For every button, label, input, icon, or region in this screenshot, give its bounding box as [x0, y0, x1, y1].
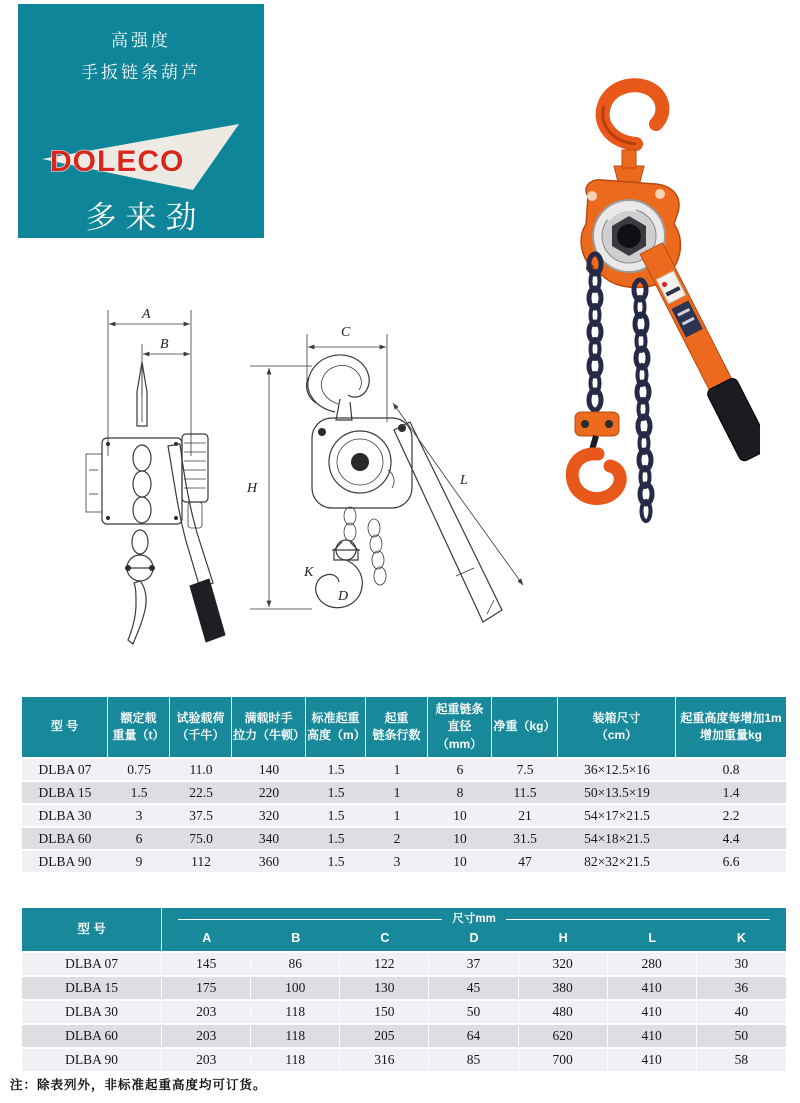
spec-value-cell: 6	[108, 826, 170, 849]
spec-value-cell: 82×32×21.5	[558, 849, 676, 872]
spec-value-cell: 10	[428, 849, 492, 872]
dim-model-header: 型 号	[22, 908, 162, 951]
spec-value-cell: 11.5	[492, 780, 558, 803]
logo-wordmark: DOLECO	[50, 145, 185, 178]
dim-value-cell: 316	[340, 1047, 429, 1071]
dim-value-cell: 380	[519, 975, 608, 999]
dim-value-cell: 85	[429, 1047, 518, 1071]
dim-value-cell: 130	[340, 975, 429, 999]
dim-value-cell: 145	[162, 951, 251, 975]
dim-value-cell: 36	[697, 975, 786, 999]
dim-value-cell: 30	[697, 951, 786, 975]
spec-value-cell: 22.5	[170, 780, 232, 803]
dim-span-label: 尺寸mm	[452, 913, 496, 925]
dim-value-cell: 175	[162, 975, 251, 999]
spec-model-cell: DLBA 90	[22, 849, 108, 872]
dim-table-row	[22, 1047, 786, 1071]
dim-model-cell: DLBA 90	[22, 1047, 162, 1071]
spec-col-header: 试验载荷 （千牛）	[170, 697, 232, 757]
dim-col-header: H	[519, 928, 608, 951]
spec-model-cell: DLBA 15	[22, 780, 108, 803]
spec-table-row	[22, 826, 786, 849]
brand-chinese-name: 多来劲	[85, 200, 206, 235]
spec-table-row	[22, 757, 786, 780]
dim-value-cell: 320	[519, 951, 608, 975]
spec-value-cell: 6.6	[676, 849, 786, 872]
dim-table-row	[22, 999, 786, 1023]
brand-block	[18, 4, 264, 238]
spec-value-cell: 37.5	[170, 803, 232, 826]
dim-model-cell: DLBA 30	[22, 999, 162, 1023]
dim-value-cell: 86	[251, 951, 340, 975]
spec-value-cell: 1.5	[306, 803, 366, 826]
spec-value-cell: 8	[428, 780, 492, 803]
product-photo	[552, 78, 760, 536]
spec-value-cell: 47	[492, 849, 558, 872]
dim-value-cell: 150	[340, 999, 429, 1023]
spec-value-cell: 54×18×21.5	[558, 826, 676, 849]
spec-value-cell: 1.4	[676, 780, 786, 803]
spec-value-cell: 6	[428, 757, 492, 780]
dim-value-cell: 700	[519, 1047, 608, 1071]
dim-table-body	[22, 951, 786, 1071]
spec-value-cell: 220	[232, 780, 306, 803]
spec-table-body	[22, 757, 786, 872]
dim-value-cell: 122	[340, 951, 429, 975]
span-rule-right	[506, 919, 770, 920]
dim-table-row	[22, 951, 786, 975]
dim-header-top-row	[22, 908, 786, 928]
side-view-technical-drawing	[242, 292, 548, 666]
spec-col-header: 净重（kg）	[492, 697, 558, 757]
spec-table-row	[22, 780, 786, 803]
dim-value-cell: 100	[251, 975, 340, 999]
spec-value-cell: 360	[232, 849, 306, 872]
spec-value-cell: 140	[232, 757, 306, 780]
spec-table-row	[22, 849, 786, 872]
spec-value-cell: 54×17×21.5	[558, 803, 676, 826]
dim-b-label: B	[160, 337, 169, 352]
dim-c-label: C	[341, 325, 351, 340]
spec-model-cell: DLBA 30	[22, 803, 108, 826]
dim-value-cell: 118	[251, 1023, 340, 1047]
doleco-logo	[40, 122, 242, 192]
dim-value-cell: 50	[697, 1023, 786, 1047]
dim-col-header: L	[608, 928, 697, 951]
product-category-title: 高强度	[111, 31, 171, 50]
spec-value-cell: 7.5	[492, 757, 558, 780]
dim-value-cell: 410	[608, 1047, 697, 1071]
spec-value-cell: 2	[366, 826, 428, 849]
dim-value-cell: 37	[429, 951, 518, 975]
spec-value-cell: 21	[492, 803, 558, 826]
spec-col-header: 标准起重 高度（m）	[306, 697, 366, 757]
spec-col-header: 满载时手 拉力（牛顿）	[232, 697, 306, 757]
dim-value-cell: 203	[162, 1023, 251, 1047]
spec-value-cell: 50×13.5×19	[558, 780, 676, 803]
span-rule-left	[178, 919, 442, 920]
spec-value-cell: 9	[108, 849, 170, 872]
dim-value-cell: 410	[608, 999, 697, 1023]
dim-value-cell: 620	[519, 1023, 608, 1047]
spec-value-cell: 0.75	[108, 757, 170, 780]
dim-col-header: K	[697, 928, 786, 951]
dim-span-header	[162, 908, 786, 928]
dim-model-cell: DLBA 15	[22, 975, 162, 999]
spec-value-cell: 10	[428, 803, 492, 826]
dim-a-label: A	[142, 307, 151, 322]
dimension-table	[22, 908, 786, 1071]
spec-value-cell: 1	[366, 803, 428, 826]
dim-col-header: B	[251, 928, 340, 951]
spec-header-row	[22, 697, 786, 757]
dim-d-label: D	[338, 589, 349, 604]
dim-value-cell: 40	[697, 999, 786, 1023]
spec-value-cell: 340	[232, 826, 306, 849]
spec-value-cell: 1	[366, 757, 428, 780]
spec-value-cell: 0.8	[676, 757, 786, 780]
dim-h-label: H	[247, 481, 258, 496]
dim-value-cell: 58	[697, 1047, 786, 1071]
dim-model-cell: DLBA 60	[22, 1023, 162, 1047]
spec-col-header: 起重高度每增加1m 增加重量kg	[676, 697, 786, 757]
dim-l-label: L	[460, 473, 468, 488]
dim-k-label: K	[304, 565, 314, 580]
spec-value-cell: 36×12.5×16	[558, 757, 676, 780]
spec-value-cell: 112	[170, 849, 232, 872]
spec-value-cell: 11.0	[170, 757, 232, 780]
bottom-hook-icon	[572, 454, 620, 499]
spec-value-cell: 320	[232, 803, 306, 826]
dim-value-cell: 480	[519, 999, 608, 1023]
spec-col-header: 装箱尺寸 （cm）	[558, 697, 676, 757]
spec-table-row	[22, 803, 786, 826]
dim-value-cell: 280	[608, 951, 697, 975]
spec-value-cell: 2.2	[676, 803, 786, 826]
dim-col-header: A	[162, 928, 251, 951]
spec-value-cell: 75.0	[170, 826, 232, 849]
spec-value-cell: 4.4	[676, 826, 786, 849]
spec-value-cell: 10	[428, 826, 492, 849]
dim-table-row	[22, 1023, 786, 1047]
spec-value-cell: 3	[108, 803, 170, 826]
spec-col-header: 起重链条 直径（mm）	[428, 697, 492, 757]
spec-value-cell: 31.5	[492, 826, 558, 849]
lever-grip	[706, 376, 760, 462]
dim-value-cell: 410	[608, 975, 697, 999]
spec-value-cell: 1.5	[108, 780, 170, 803]
spec-value-cell: 1.5	[306, 780, 366, 803]
spec-model-cell: DLBA 07	[22, 757, 108, 780]
dim-value-cell: 203	[162, 1047, 251, 1071]
dim-model-cell: DLBA 07	[22, 951, 162, 975]
spec-col-header: 额定载 重量（t）	[108, 697, 170, 757]
spec-model-cell: DLBA 60	[22, 826, 108, 849]
chain-middle	[634, 280, 652, 521]
product-name-title: 手扳链条葫芦	[81, 63, 201, 82]
dim-value-cell: 410	[608, 1023, 697, 1047]
dim-value-cell: 45	[429, 975, 518, 999]
dim-value-cell: 203	[162, 999, 251, 1023]
spec-value-cell: 3	[366, 849, 428, 872]
spec-value-cell: 1.5	[306, 849, 366, 872]
spec-value-cell: 1.5	[306, 757, 366, 780]
dim-value-cell: 118	[251, 999, 340, 1023]
dim-col-header: C	[340, 928, 429, 951]
spec-value-cell: 1	[366, 780, 428, 803]
dim-col-header: D	[429, 928, 518, 951]
chain-left	[589, 254, 601, 410]
dim-value-cell: 64	[429, 1023, 518, 1047]
dim-value-cell: 118	[251, 1047, 340, 1071]
spec-value-cell: 1.5	[306, 826, 366, 849]
spec-table	[22, 697, 786, 872]
front-view-technical-drawing	[78, 296, 266, 662]
dim-value-cell: 50	[429, 999, 518, 1023]
spec-col-header: 起重 链条行数	[366, 697, 428, 757]
dim-table-row	[22, 975, 786, 999]
dim-value-cell: 205	[340, 1023, 429, 1047]
spec-col-header: 型 号	[22, 697, 108, 757]
footnote: 注：除表列外，非标准起重高度均可订货。	[10, 1078, 267, 1092]
